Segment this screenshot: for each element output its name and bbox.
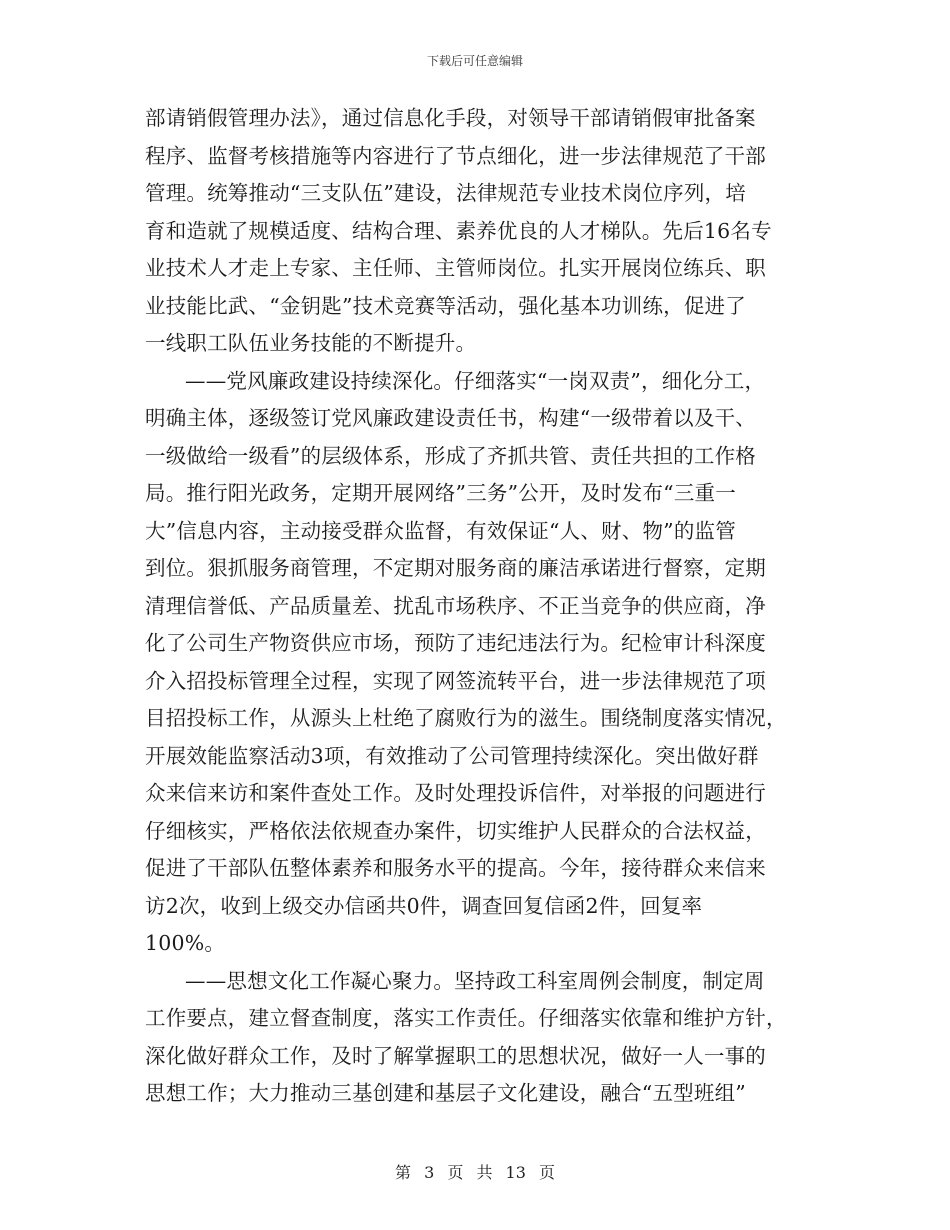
text-line: 促进了干部队伍整体素养和服务水平的提高。今年，接待群众来信来 bbox=[145, 856, 766, 880]
text-line: 化了公司生产物资供应市场，预防了违纪违法行为。纪检审计科深度 bbox=[145, 631, 766, 655]
body-text bbox=[145, 100, 810, 1113]
text-line: 仔细核实，严格依法依规查办案件，切实维护人民群众的合法权益， bbox=[145, 818, 766, 843]
text-line: 深化做好群众工作，及时了解掌握职工的思想状况，做好一人一事的 bbox=[145, 1043, 766, 1068]
page-header: 下载后可任意编辑 bbox=[426, 54, 523, 68]
text-line: 大”信息内容，主动接受群众监督，有效保证“人、财、物”的监管 bbox=[145, 518, 736, 543]
text-line: 目招投标工作，从源头上杜绝了腐败行为的滋生。围绕制度落实情况， bbox=[145, 706, 787, 730]
text-line: 介入招投标管理全过程，实现了网签流转平台，进一步法律规范了项 bbox=[145, 668, 766, 693]
text-line: 业技能比武、“金钥匙”技术竞赛等活动，强化基本功训练，促进了 bbox=[145, 293, 746, 318]
text-line: 清理信誉低、产品质量差、扰乱市场秩序、不正当竞争的供应商，净 bbox=[145, 593, 766, 618]
text-line: 程序、监督考核措施等内容进行了节点细化，进一步法律规范了干部 bbox=[145, 143, 766, 168]
text-line: 访2次，收到上级交办信函共0件，调查回复信函2件，回复率 bbox=[145, 893, 703, 918]
text-line: 业技术人才走上专家、主任师、主管师岗位。扎实开展岗位练兵、职 bbox=[145, 256, 766, 280]
text-line: 工作要点，建立督查制度，落实工作责任。仔细落实依靠和维护方针， bbox=[145, 1006, 787, 1030]
text-line: 局。推行阳光政务，定期开展网络”三务”公开，及时发布“三重一 bbox=[145, 481, 736, 505]
text-line: 思想工作；大力推动三基创建和基层子文化建设，融合“五型班组” bbox=[145, 1081, 746, 1105]
text-line: ——党风廉政建设持续深化。仔细落实“一岗双责”，细化分工， bbox=[185, 368, 766, 393]
text-line: 育和造就了规模适度、结构合理、素养优良的人才梯队。先后16名专 bbox=[145, 218, 772, 243]
text-line: ——思想文化工作凝心聚力。坚持政工科室周例会制度，制定周 bbox=[185, 968, 765, 993]
text-line: 一线职工队伍业务技能的不断提升。 bbox=[145, 331, 477, 355]
text-line: 明确主体，逐级签订党风廉政建设责任书，构建“一级带着以及干、 bbox=[145, 406, 756, 430]
text-line: 管理。统筹推动“三支队伍”建设，法律规范专业技术岗位序列，培 bbox=[145, 181, 746, 205]
text-line: 一级做给一级看”的层级体系，形成了齐抓共管、责任共担的工作格 bbox=[145, 443, 756, 468]
page-footer: 第 3 页 共 13 页 bbox=[395, 1163, 555, 1182]
text-line: 部请销假管理办法》，通过信息化手段，对领导干部请销假审批备案 bbox=[145, 106, 756, 130]
text-line: 到位。狠抓服务商管理，不定期对服务商的廉洁承诺进行督察，定期 bbox=[145, 556, 766, 580]
text-line: 众来信来访和案件查处工作。及时处理投诉信件，对举报的问题进行 bbox=[145, 781, 766, 805]
text-line: 100%。 bbox=[145, 931, 226, 955]
text-line: 开展效能监察活动3项，有效推动了公司管理持续深化。突出做好群 bbox=[145, 743, 759, 768]
